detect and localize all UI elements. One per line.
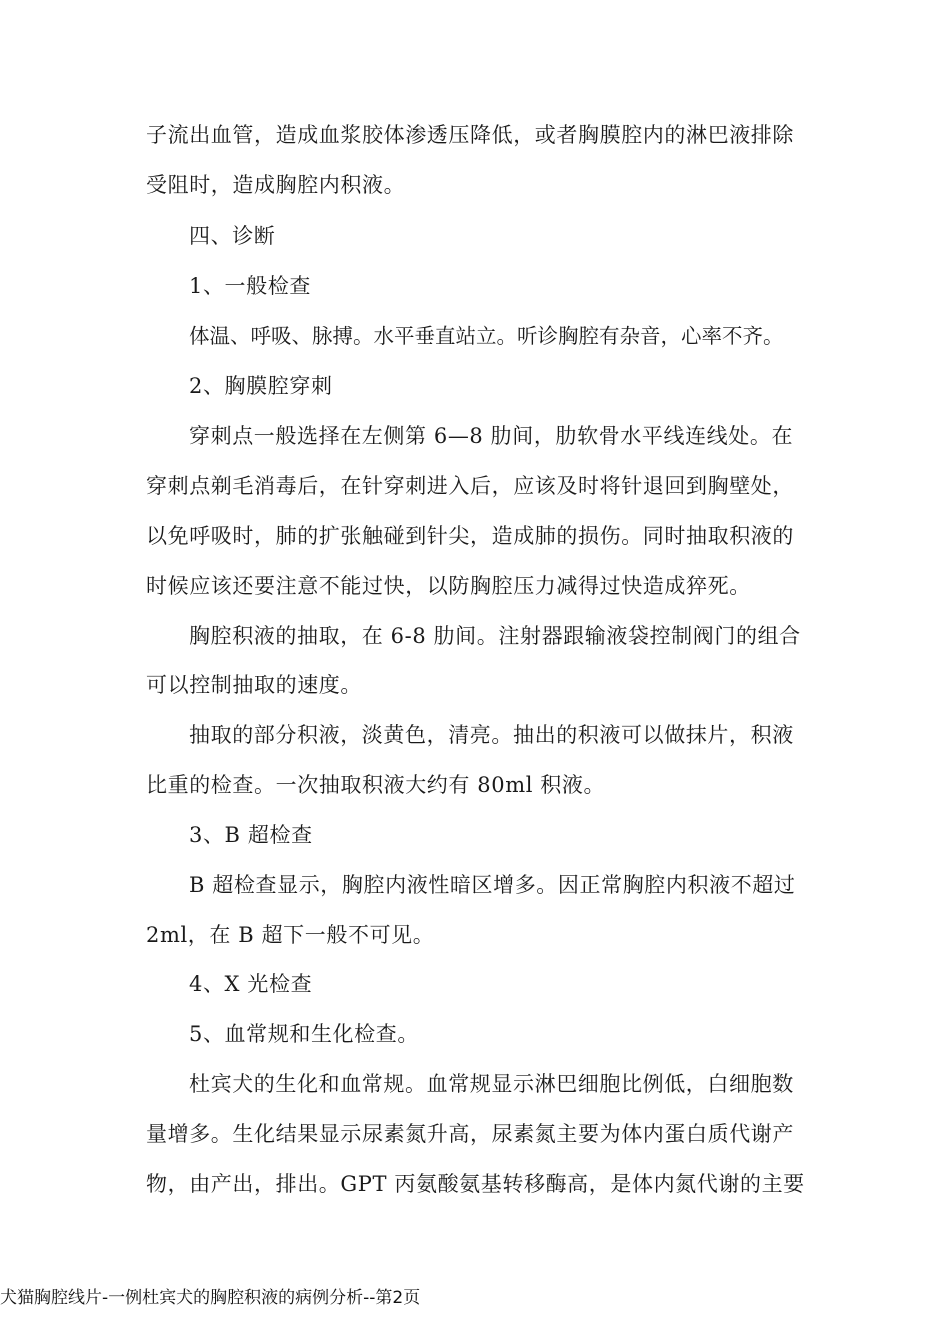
paragraph-line: 杜宾犬的生化和血常规。血常规显示淋巴细胞比例低，白细胞数 bbox=[189, 1072, 794, 1096]
paragraph-line: 子流出血管，造成血浆胶体渗透压降低，或者胸膜腔内的淋巴液排除 bbox=[146, 123, 794, 147]
subsection-heading: 5、血常规和生化检查。 bbox=[189, 1022, 419, 1046]
subsection-heading: 1、一般检查 bbox=[189, 274, 311, 298]
subsection-heading: 4、X 光检查 bbox=[189, 972, 313, 996]
section-heading: 四、诊断 bbox=[189, 224, 276, 248]
paragraph-line: 以免呼吸时，肺的扩张触碰到针尖，造成肺的损伤。同时抽取积液的 bbox=[146, 524, 794, 548]
paragraph-line: 时候应该还要注意不能过快，以防胸腔压力减得过快造成猝死。 bbox=[146, 574, 751, 598]
paragraph-line: 可以控制抽取的速度。 bbox=[146, 673, 362, 697]
paragraph-line: 量增多。生化结果显示尿素氮升高，尿素氮主要为体内蛋白质代谢产 bbox=[146, 1122, 794, 1146]
paragraph-line: 物，由产出，排出。GPT 丙氨酸氨基转移酶高，是体内氮代谢的主要 bbox=[146, 1172, 805, 1196]
paragraph-line: 抽取的部分积液，淡黄色，清亮。抽出的积液可以做抹片，积液 bbox=[189, 723, 794, 747]
paragraph-line: B 超检查显示，胸腔内液性暗区增多。因正常胸腔内积液不超过 bbox=[189, 873, 796, 897]
subsection-heading: 3、B 超检查 bbox=[189, 823, 313, 847]
paragraph-line: 2ml，在 B 超下一般不可见。 bbox=[146, 923, 435, 947]
paragraph-line: 胸腔积液的抽取，在 6-8 肋间。注射器跟输液袋控制阀门的组合 bbox=[189, 624, 801, 648]
subsection-heading: 2、胸膜腔穿刺 bbox=[189, 374, 333, 398]
paragraph-line: 受阻时，造成胸腔内积液。 bbox=[146, 173, 406, 197]
paragraph-line: 比重的检查。一次抽取积液大约有 80ml 积液。 bbox=[146, 773, 606, 797]
page-footer: 犬猫胸腔线片-一例杜宾犬的胸腔积液的病例分析--第2页 bbox=[0, 1288, 421, 1308]
paragraph-line: 穿刺点一般选择在左侧第 6—8 肋间，肋软骨水平线连线处。在 bbox=[189, 424, 794, 448]
paragraph-line: 体温、呼吸、脉搏。水平垂直站立。听诊胸腔有杂音，心率不齐。 bbox=[189, 324, 784, 348]
paragraph-line: 穿刺点剃毛消毒后，在针穿刺进入后，应该及时将针退回到胸壁处， bbox=[146, 474, 794, 498]
